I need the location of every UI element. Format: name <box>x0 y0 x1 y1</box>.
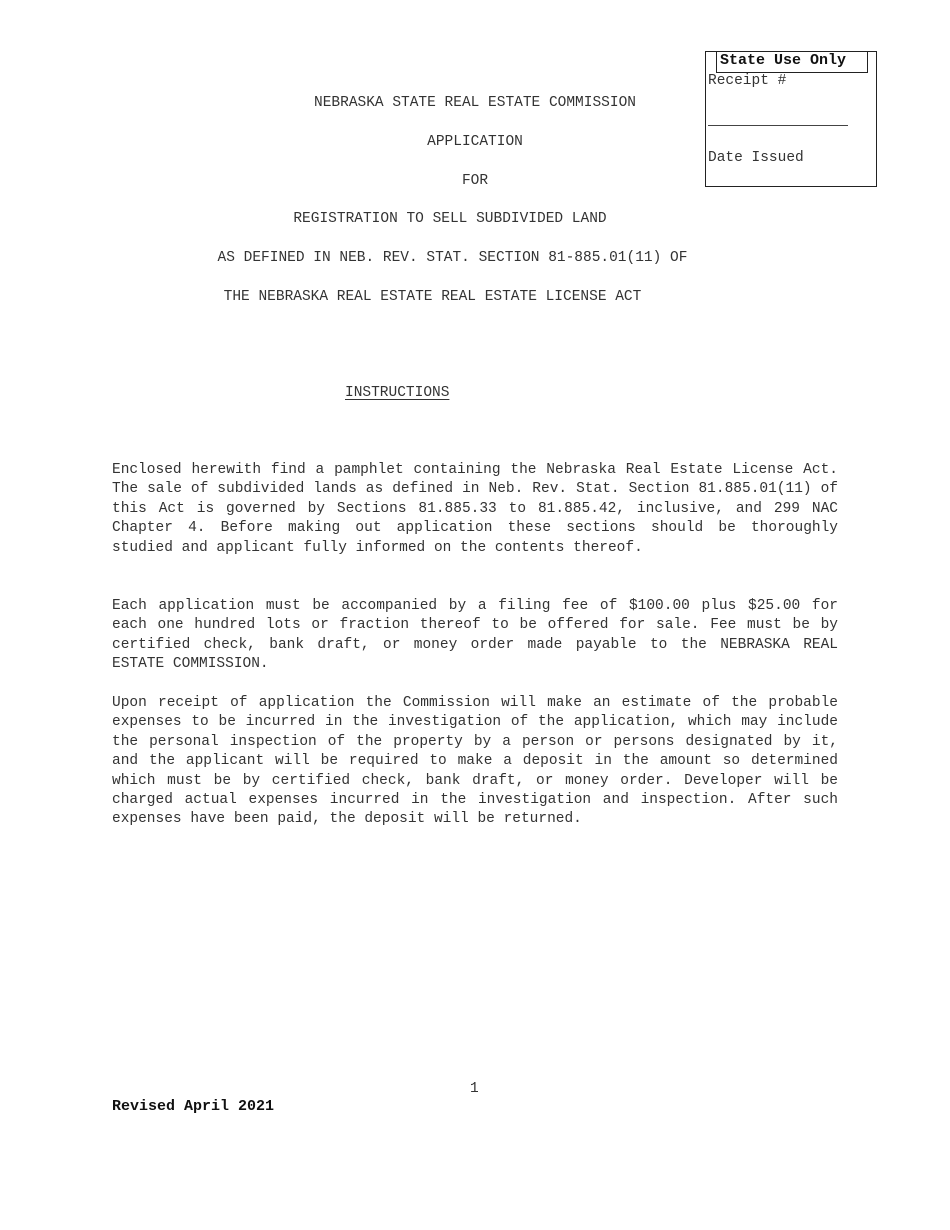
commission-name-heading: NEBRASKA STATE REAL ESTATE COMMISSION <box>314 95 636 111</box>
state-use-only-box <box>705 51 877 187</box>
for-heading: FOR <box>461 173 489 189</box>
instructions-heading: INSTRUCTIONS <box>345 385 450 401</box>
instructions-paragraph-3: Upon receipt of application the Commission will make an estimate of the probable expenses to be incurred in the investigation of the application, which may include the personal inspection of the property by a person or persons designated by it, and the applicant will be required to make a deposit in the amount so determined which must be by certified check, bank draft, or money order. Developer will be charged actual expenses incurred in the investigation and inspection. After such expenses have been paid, the deposit will be returned. <box>112 695 838 828</box>
receipt-number-label: Receipt # <box>708 73 787 89</box>
instructions-paragraph-1: Enclosed herewith find a pamphlet containing the Nebraska Real Estate License Act. The sale of subdivided lands as defined in Neb. Rev. Stat. Section 81.885.01(11) of this Act is governed by Sections 81.885.33 to 81.885.42, inclusive, and 299 NAC Chapter 4. Before making out application these sections should be thoroughly studied and applicant fully informed on the contents thereof. <box>112 462 838 556</box>
page-number: 1 <box>470 1081 479 1097</box>
statute-heading: AS DEFINED IN NEB. REV. STAT. SECTION 81-885.01(11) OF <box>217 250 688 266</box>
license-act-heading: THE NEBRASKA REAL ESTATE REAL ESTATE LICENSE ACT <box>223 289 642 305</box>
state-use-only-title: State Use Only <box>716 52 868 73</box>
registration-heading: REGISTRATION TO SELL SUBDIVIDED LAND <box>293 211 607 227</box>
date-issued-label: Date Issued <box>708 150 804 166</box>
receipt-number-blank-line <box>708 125 848 126</box>
application-heading: APPLICATION <box>427 134 523 150</box>
revision-date: Revised April 2021 <box>112 1098 275 1115</box>
instructions-paragraph-2: Each application must be accompanied by a filing fee of $100.00 plus $25.00 for each one hundred lots or fraction thereof to be offered for sale. Fee must be by certified check, bank draft, or money order made payable to the NEBRASKA REAL ESTATE COMMISSION. <box>112 598 838 673</box>
